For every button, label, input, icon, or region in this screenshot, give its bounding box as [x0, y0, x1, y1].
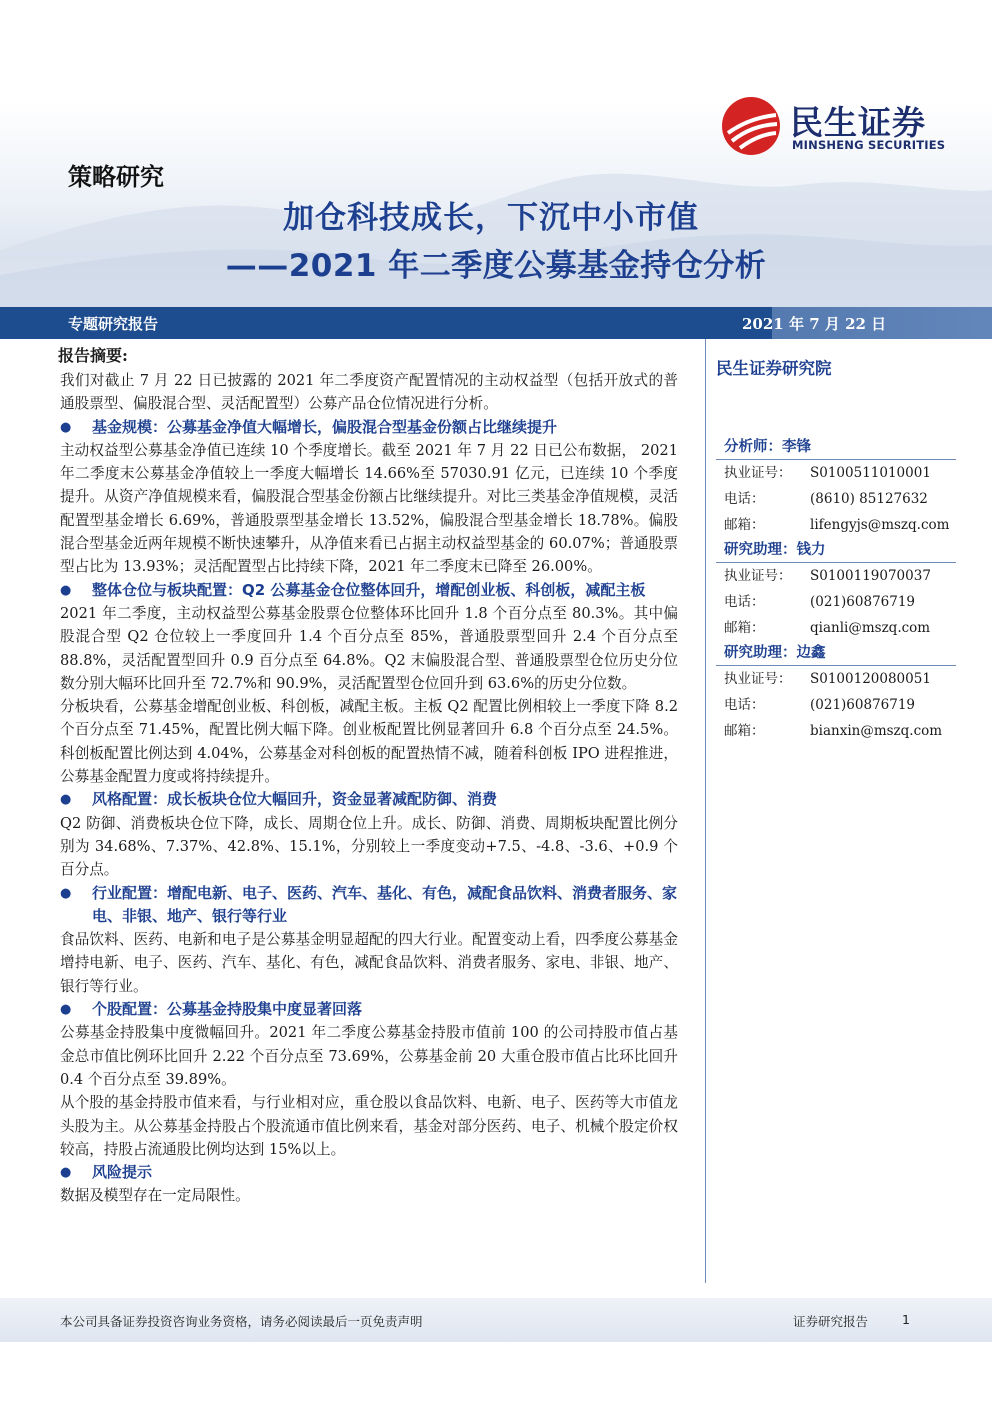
column-divider	[705, 339, 706, 1283]
info-row: 邮箱： lifengyjs@mszq.com	[716, 512, 956, 538]
phone-number: (021)60876719	[810, 697, 916, 713]
section-heading: ● 基金规模：公募基金净值大幅增长，偏股混合型基金份额占比继续提升	[60, 416, 678, 439]
section-heading: ● 风格配置：成长板块仓位大幅回升，资金显著减配防御、消费	[60, 788, 678, 811]
section-paragraph: Q2 防御、消费板块仓位下降，成长、周期仓位上升。成长、防御、消费、周期板块配置比例分别为 34.68%、7.37%、42.8%、15.1%，分别较上一季度变动+7.5、-4.8、-3.6、+0.9 个百分点。	[60, 814, 678, 879]
brand-name-cn: 民生证券	[790, 103, 926, 142]
license-number: S0100120080051	[810, 671, 931, 687]
brand-logo	[720, 95, 960, 157]
analyst-heading: 研究助理：钱力	[716, 538, 956, 563]
section-paragraph: 从个股的基金持股市值来看，与行业相对应，重仓股以食品饮料、电新、电子、医药等大市值龙头股为主。从公募基金持股占个股流通市值比例来看，基金对部分医药、电子、机械个股定价权较高，持股占流通股比例均达到 15%以上。	[60, 1094, 678, 1158]
section-paragraph: 公募基金持股集中度微幅回升。2021 年二季度公募基金持股市值前 100 的公司持股市值占基金总市值比例环比回升 2.22 个百分点至 73.69%，公募基金前 20 大重仓股市值占比环比回升 0.4 个百分点至 39.89%。	[60, 1024, 678, 1088]
bullet-icon: ●	[60, 1165, 72, 1181]
analyst-heading: 分析师：李锋	[716, 435, 956, 460]
license-number: S0100511010001	[810, 465, 931, 481]
section-heading: ● 行业配置：增配电新、电子、医药、汽车、基化、有色，减配食品饮料、消费者服务、家电、非银、地产、银行等行业	[60, 882, 678, 929]
license-number: S0100119070037	[810, 568, 931, 584]
info-row: 邮箱： bianxin@mszq.com	[716, 718, 956, 744]
info-row: 电话： (021)60876719	[716, 692, 956, 718]
research-institute: 民生证券研究院	[716, 359, 832, 378]
brand-name-en: MINSHENG SECURITIES	[792, 138, 946, 152]
info-row: 执业证号： S0100511010001	[716, 460, 956, 486]
bullet-icon: ●	[60, 1002, 72, 1018]
section-paragraph: 2021 年二季度，主动权益型公募基金股票仓位整体环比回升 1.8 个百分点至 80.3%。其中偏股混合型 Q2 仓位较上一季度回升 1.4 个百分点至 85%，普通股票型回升 2.4 个百分点至 88.8%，灵活配置型回升 0.9 百分点至 64.8%。Q2 末偏股混合型、普通股票型仓位历史分位数分别大幅环比回升至 72.7%和 90.9%，灵活配置型仓位回升到 63.6%的历史分位数。	[60, 604, 678, 692]
report-subtitle: ——2021 年二季度公募基金持仓分析	[225, 248, 767, 284]
bullet-icon: ●	[60, 582, 72, 598]
section-heading: ● 风险提示	[60, 1161, 678, 1184]
bullet-icon: ●	[60, 419, 72, 435]
section-paragraph: 主动权益型公募基金净值已连续 10 个季度增长。截至 2021 年 7 月 22 日已公布数据， 2021 年二季度末公募基金净值较上一季度大幅增长 14.66%至 57030.91 亿元，已连续 10 个季度提升。从资产净值规模来看，偏股混合型基金份额占比继续提升。对比三类基金净值规模，灵活配置型基金增长 6.69%，普通股票型基金增长 13.52%，偏股混合型基金增长 18.78%。偏股混合型基金近两年规模不断快速攀升，从净值来看已占据主动权益型基金的 60.07%；普通股票型占比为 13.93%；灵活配置型占比持续下降，2021 年二季度末已降至 26.00%。	[60, 441, 678, 576]
summary-intro: 我们对截止 7 月 22 日已披露的 2021 年二季度资产配置情况的主动权益型（包括开放式的普通股票型、偏股混合型、灵活配置型）公募产品仓位情况进行分析。	[60, 372, 678, 413]
section-heading: ● 整体仓位与板块配置：Q2 公募基金仓位整体回升，增配创业板、科创板，减配主板	[60, 579, 678, 602]
info-row: 电话： (8610) 85127632	[716, 486, 956, 512]
analyst-heading: 研究助理：边鑫	[716, 641, 956, 666]
email-link[interactable]: bianxin@mszq.com	[810, 723, 943, 739]
bullet-icon: ●	[60, 885, 72, 901]
email-link[interactable]: lifengyjs@mszq.com	[810, 517, 950, 533]
report-title: 加仓科技成长，下沉中小市值	[283, 200, 699, 236]
section-heading: ● 个股配置：公募基金持股集中度显著回落	[60, 998, 678, 1021]
summary-heading: 报告摘要:	[58, 346, 128, 365]
minsheng-logo-icon	[720, 95, 782, 157]
section-paragraph: 食品饮料、医药、电新和电子是公募基金明显超配的四大行业。配置变动上看，四季度公募基金增持电新、电子、医药、汽车、基化、有色，减配食品饮料、消费者服务、家电、非银、地产、银行等行业。	[60, 931, 678, 995]
info-row: 邮箱： qianli@mszq.com	[716, 615, 956, 641]
report-type-band	[0, 307, 992, 339]
section-paragraph: 数据及模型存在一定局限性。	[60, 1187, 250, 1205]
bullet-icon: ●	[60, 792, 72, 808]
footer-disclaimer: 本公司具备证券投资咨询业务资格，请务必阅读最后一页免责声明	[60, 1314, 423, 1329]
phone-number: (021)60876719	[810, 594, 916, 610]
section-paragraph: 分板块看，公募基金增配创业板、科创板，减配主板。主板 Q2 配置比例相较上一季度下降 8.2 个百分点至 71.45%，配置比例大幅下降。创业板配置比例显著回升 6.8 个百分点至 24.5%。科创板配置比例达到 4.04%，公募基金对科创板的配置热情不减，随着科创板 IPO 进程推进，公募基金配置力度或将持续提升。	[60, 698, 678, 786]
phone-number: (8610) 85127632	[810, 491, 928, 507]
footer-doc-type: 证券研究报告	[793, 1314, 869, 1329]
page-number: 1	[902, 1312, 910, 1327]
analyst-sidebar	[716, 355, 956, 744]
page-footer	[0, 1298, 992, 1342]
info-row: 执业证号： S0100120080051	[716, 666, 956, 692]
email-link[interactable]: qianli@mszq.com	[810, 620, 931, 636]
info-row: 执业证号： S0100119070037	[716, 563, 956, 589]
report-category: 策略研究	[68, 163, 164, 191]
info-row: 电话： (021)60876719	[716, 589, 956, 615]
report-date: 2021 年 7 月 22 日	[742, 315, 887, 333]
summary-column	[60, 343, 678, 1208]
report-type-label: 专题研究报告	[68, 315, 159, 333]
